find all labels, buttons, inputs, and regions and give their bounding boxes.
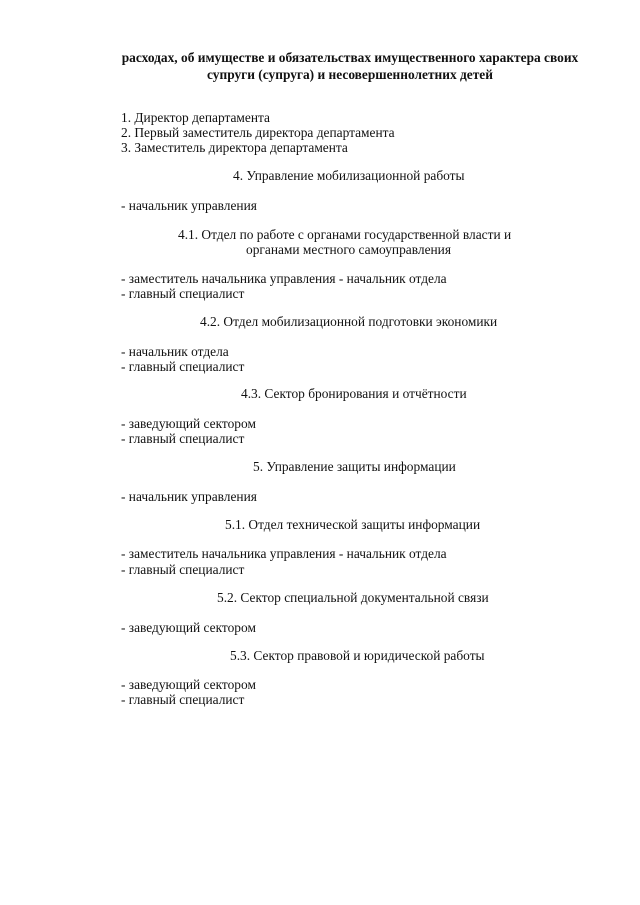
position-item: - главный специалист [121,692,245,707]
position-item: - главный специалист [121,431,245,446]
position-item: - заведующий сектором [121,416,256,431]
section-heading-continuation: органами местного самоуправления [246,242,452,257]
position-item: - начальник управления [121,489,257,504]
position-item: - заместитель начальника управления - начальник отдела [121,271,447,286]
section-heading: 5.1. Отдел технической защиты информации [225,517,481,532]
document-header [80,49,620,83]
position-item: - главный специалист [121,562,245,577]
section-heading: 5.3. Сектор правовой и юридической работы [230,648,485,663]
position-item: - начальник отдела [121,344,229,359]
section-heading: 4.2. Отдел мобилизационной подготовки экономики [200,314,498,329]
section-heading: 5. Управление защиты информации [253,459,456,474]
section-heading: 4. Управление мобилизационной работы [233,168,465,183]
section-heading: 4.3. Сектор бронирования и отчётности [241,386,467,401]
section-heading: 5.2. Сектор специальной документальной связи [217,590,489,605]
list-item: 3. Заместитель директора департамента [121,140,348,155]
position-item: - главный специалист [121,286,245,301]
position-item: - главный специалист [121,359,245,374]
header-line-1: расходах, об имуществе и обязательствах имущественного характера своих [121,50,579,65]
list-item: 2. Первый заместитель директора департамента [121,125,395,140]
section-heading: 4.1. Отдел по работе с органами государственной власти и [178,227,512,242]
position-item: - заведующий сектором [121,677,256,692]
position-item: - заведующий сектором [121,620,256,635]
header-line-2: супруги (супруга) и несовершеннолетних детей [207,67,493,82]
position-item: - начальник управления [121,198,257,213]
position-item: - заместитель начальника управления - начальник отдела [121,546,447,561]
list-item: 1. Директор департамента [121,110,270,125]
